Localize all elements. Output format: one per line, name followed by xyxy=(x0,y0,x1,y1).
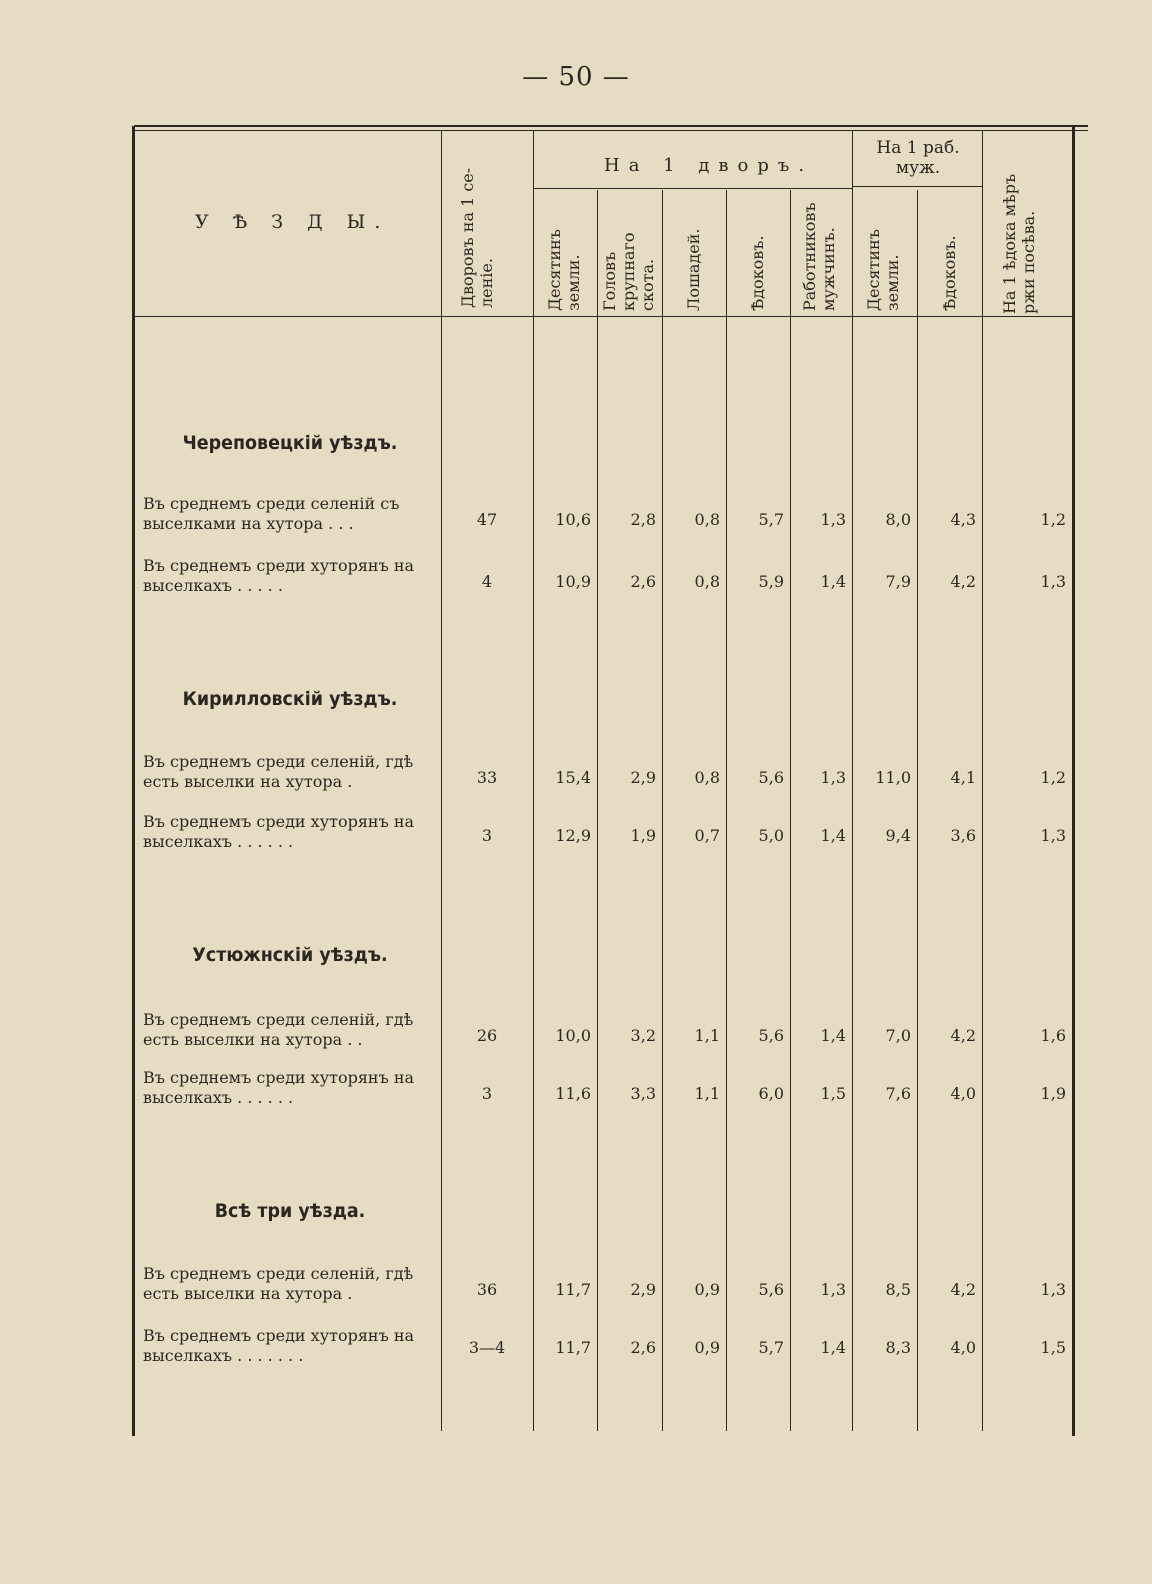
table-top-rule xyxy=(134,125,1088,127)
col-sep xyxy=(790,190,791,1431)
table-cell: 10,9 xyxy=(555,572,591,591)
table-cell: 0,8 xyxy=(694,572,720,591)
table-cell: 33 xyxy=(476,768,498,787)
table-cell: 2,9 xyxy=(630,768,656,787)
table-cell: 15,4 xyxy=(555,768,591,787)
table-cell: 5,6 xyxy=(758,768,784,787)
table-cell: 8,0 xyxy=(885,510,911,529)
table-cell: 5,7 xyxy=(758,1338,784,1357)
table-cell: 5,6 xyxy=(758,1280,784,1299)
header-loshadei: Лошадей. xyxy=(684,228,703,311)
table-cell: 5,0 xyxy=(758,826,784,845)
header-desyatin-2: Десятинъ земли. xyxy=(864,229,902,311)
table-cell: 1,4 xyxy=(820,1338,846,1357)
table-cell: 0,8 xyxy=(694,768,720,787)
table-cell: 4,2 xyxy=(950,1026,976,1045)
table-cell: 7,9 xyxy=(885,572,911,591)
table-cell: 1,5 xyxy=(1040,1338,1066,1357)
table-cell: 10,6 xyxy=(555,510,591,529)
table-cell: 11,7 xyxy=(555,1338,591,1357)
table-cell: 2,6 xyxy=(630,572,656,591)
table-cell: 1,3 xyxy=(820,768,846,787)
table-cell: 8,5 xyxy=(885,1280,911,1299)
table-cell: 2,8 xyxy=(630,510,656,529)
table-cell: 3 xyxy=(481,826,493,845)
table-cell: 11,6 xyxy=(555,1084,591,1103)
row-label: Въ среднемъ среди селеній, гдѣ есть выселки на хутора . xyxy=(143,1264,414,1303)
col-sep xyxy=(597,190,598,1431)
table-cell: 3 xyxy=(481,1084,493,1103)
table-cell: 36 xyxy=(476,1280,498,1299)
header-uezdy: У Ѣ З Д Ы. xyxy=(195,211,390,233)
table-cell: 3,2 xyxy=(630,1026,656,1045)
table-cell: 0,7 xyxy=(694,826,720,845)
table-cell: 1,9 xyxy=(1040,1084,1066,1103)
row-label: Въ среднемъ среди селеній, гдѣ есть выселки на хутора . xyxy=(143,752,414,791)
table-cell: 4,1 xyxy=(950,768,976,787)
row-label: Въ среднемъ среди хуторянъ на выселкахъ . . . . . xyxy=(143,556,415,595)
table-cell: 1,5 xyxy=(820,1084,846,1103)
row-label: Въ среднемъ среди селеній съ выселками на хутора . . . xyxy=(143,494,400,533)
header-dvorov: Дворовъ на 1 се- леніе. xyxy=(458,167,496,308)
page-number: — 50 — xyxy=(522,62,630,92)
table-cell: 7,6 xyxy=(885,1084,911,1103)
district-title: Устюжнскій уѣздъ. xyxy=(192,944,388,966)
table-cell: 1,2 xyxy=(1040,768,1066,787)
table-cell: 6,0 xyxy=(758,1084,784,1103)
table-cell: 4,0 xyxy=(950,1084,976,1103)
table-cell: 11,7 xyxy=(555,1280,591,1299)
table-cell: 1,3 xyxy=(820,510,846,529)
district-title: Череповецкій уѣздъ. xyxy=(182,432,398,454)
table-cell: 5,6 xyxy=(758,1026,784,1045)
col-sep xyxy=(917,190,918,1431)
header-na-1-dvor: На 1 дворъ. xyxy=(604,155,814,176)
table-cell: 1,6 xyxy=(1040,1026,1066,1045)
district-title: Всѣ три уѣзда. xyxy=(214,1200,366,1222)
table-cell: 1,2 xyxy=(1040,510,1066,529)
row-label: Въ среднемъ среди хуторянъ на выселкахъ . . . . . . xyxy=(143,812,415,851)
header-edokov-2: Ѣдоковъ. xyxy=(940,235,959,311)
table-left-border xyxy=(132,126,135,1436)
rab-group-rule xyxy=(852,186,982,187)
table-cell: 3—4 xyxy=(468,1338,506,1357)
table-cell: 5,7 xyxy=(758,510,784,529)
table-cell: 4,3 xyxy=(950,510,976,529)
dvor-group-rule xyxy=(534,188,852,189)
header-edokov: Ѣдоковъ. xyxy=(748,235,767,311)
header-golov: Головъ крупнаго скота. xyxy=(600,232,657,311)
table-top-rule-inner xyxy=(134,130,1088,131)
table-cell: 47 xyxy=(476,510,498,529)
table-right-border xyxy=(1072,126,1075,1436)
table-cell: 3,6 xyxy=(950,826,976,845)
table-cell: 1,3 xyxy=(1040,826,1066,845)
table-cell: 11,0 xyxy=(875,768,911,787)
header-rabotnikov: Работниковъ мужчинъ. xyxy=(800,202,838,311)
table-cell: 1,3 xyxy=(1040,572,1066,591)
table-cell: 1,3 xyxy=(1040,1280,1066,1299)
col-sep xyxy=(726,190,727,1431)
table-cell: 12,9 xyxy=(555,826,591,845)
row-label: Въ среднемъ среди селеній, гдѣ есть выселки на хутора . . xyxy=(143,1010,414,1049)
table-cell: 1,1 xyxy=(694,1084,720,1103)
table-cell: 1,4 xyxy=(820,1026,846,1045)
table-cell: 0,9 xyxy=(694,1280,720,1299)
table-cell: 7,0 xyxy=(885,1026,911,1045)
table-cell: 1,1 xyxy=(694,1026,720,1045)
table-cell: 0,9 xyxy=(694,1338,720,1357)
table-cell: 1,4 xyxy=(820,826,846,845)
table-cell: 0,8 xyxy=(694,510,720,529)
table-cell: 1,4 xyxy=(820,572,846,591)
row-label: Въ среднемъ среди хуторянъ на выселкахъ . . . . . . . xyxy=(143,1326,415,1365)
table-cell: 4 xyxy=(481,572,493,591)
header-na-1-rab: На 1 раб. муж. xyxy=(876,138,960,178)
row-label: Въ среднемъ среди хуторянъ на выселкахъ . . . . . . xyxy=(143,1068,415,1107)
table-cell: 5,9 xyxy=(758,572,784,591)
district-title: Кирилловскій уѣздъ. xyxy=(182,688,398,710)
header-na-1-edoka: На 1 ѣдока мѣръ ржи посѣва. xyxy=(1000,173,1038,314)
table-cell: 2,6 xyxy=(630,1338,656,1357)
header-desyatin: Десятинъ земли. xyxy=(545,229,583,311)
table-cell: 4,2 xyxy=(950,572,976,591)
header-bottom-rule xyxy=(134,316,1072,317)
table-cell: 10,0 xyxy=(555,1026,591,1045)
table-cell: 1,3 xyxy=(820,1280,846,1299)
table-cell: 26 xyxy=(476,1026,498,1045)
table-cell: 1,9 xyxy=(630,826,656,845)
table-cell: 8,3 xyxy=(885,1338,911,1357)
table-cell: 4,0 xyxy=(950,1338,976,1357)
table-cell: 9,4 xyxy=(885,826,911,845)
col-sep xyxy=(662,190,663,1431)
table-cell: 2,9 xyxy=(630,1280,656,1299)
table-cell: 4,2 xyxy=(950,1280,976,1299)
table-cell: 3,3 xyxy=(630,1084,656,1103)
